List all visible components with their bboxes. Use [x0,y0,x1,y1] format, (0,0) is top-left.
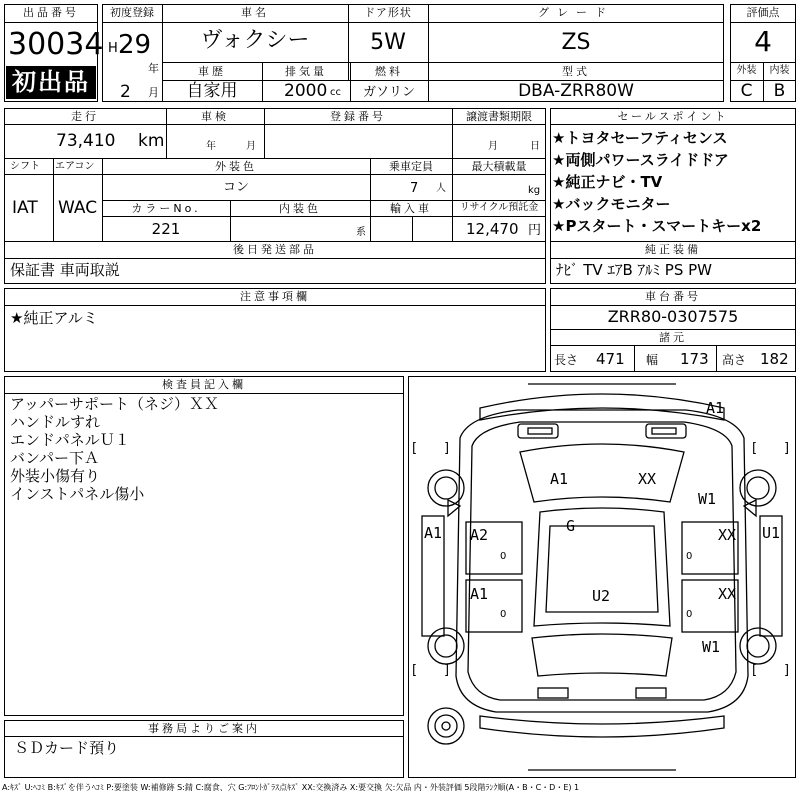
load-label: 最大積載量 [471,160,527,173]
transfer-day-unit: 日 [530,141,540,152]
later-parts-label: 後日発送部品 [233,243,317,256]
import-label: 輸入車 [390,202,432,215]
exterior-label: 外装 [736,65,757,76]
width-label: 幅 [646,353,659,367]
interior-grade: B [773,81,786,101]
notes: ★純正アルミ [10,309,98,327]
lot-number: 30034 [8,27,104,62]
damage-mark: A1 [550,470,569,488]
office-label: 事務局よりご案内 [148,722,260,735]
zero-mark: 0 [500,609,507,620]
zero-mark: 0 [500,551,507,562]
legend: A:ｷｽﾞ U:ﾍｺﾐ B:ｷｽﾞを伴うﾍｺﾐ P:要塗装 W:補修跡 S:錆 C:腐食、穴 G:ﾌﾛﾝﾄｶﾞﾗｽ点ｷｽﾞ XX:交換済み X:要交換 欠:欠品 内・外装評価 5段階ﾗﾝｸ順(A・B・C・D・E) 1 [2,783,580,792]
zero-mark: 0 [686,551,693,562]
chassis-number: ZRR80-0307575 [607,307,739,326]
zero-mark: 0 [686,609,693,620]
inspector-line: バンパー下Ａ [10,449,99,467]
ac: WAC [58,198,98,218]
mileage-unit: km [138,131,165,151]
dims-label: 諸元 [659,331,687,344]
damage-mark: A1 [706,399,725,417]
notes-label: 注意事項欄 [240,290,310,303]
inspector-line: 外装小傷有り [10,467,101,485]
inspection-month-unit: 月 [246,141,256,152]
recycle-fee: 12,470 [466,220,519,238]
damage-mark: XX [638,470,657,488]
damage-mark: W1 [702,638,721,656]
first-reg-label: 初度登録 [110,6,154,19]
grade-label: グレード [538,6,614,19]
fuel-label: 燃料 [375,65,403,78]
sales-points-label: セールスポイント [617,110,729,123]
equipment-label: 純正装備 [645,243,701,256]
length-label: 長さ [554,353,579,367]
color-no: 221 [151,220,181,238]
car-diagram [408,376,796,778]
mileage: 73,410 [56,131,116,151]
damage-mark: W1 [698,490,717,508]
color-no-label: カラーNo. [131,202,201,215]
reg-no-label: 登録番号 [330,110,386,123]
inspector-label: 検査員記入欄 [162,378,246,391]
sales-point-item: ★純正ナビ・TV [552,173,663,191]
shift-label: シフト [10,161,40,172]
displacement: 2000 [284,81,328,101]
history: 自家用 [186,81,238,101]
inspector-line: エンドパネルＵ１ [10,431,130,449]
car-name-label: 車名 [241,6,269,19]
bracket: [ [752,441,758,456]
damage-mark: G [566,517,576,535]
reg-year: 29 [118,30,152,60]
sales-point-item: ★Pスタート・スマートキーx2 [552,217,762,235]
inspection-label: 車検 [201,110,229,123]
history-label: 車歴 [198,65,226,78]
first-listing-text: 初出品 [12,68,90,96]
bracket: ] [444,441,450,456]
transfer-label: 譲渡書類期限 [466,110,532,123]
model-code: DBA-ZRR80W [518,81,634,101]
lot-no-label: 出品番号 [23,6,79,19]
length: 471 [596,350,625,368]
displacement-unit: cc [330,87,341,98]
era: H [108,41,118,56]
height-label: 高さ [722,353,747,367]
grade: ZS [561,30,591,55]
bracket: [ [752,663,758,678]
bracket: ] [444,663,450,678]
reg-year-unit: 年 [148,62,159,75]
damage-mark: XX [718,585,737,603]
bracket: ] [784,663,790,678]
damage-mark: XX [718,526,737,544]
door-label: ドア形状 [364,6,412,19]
damage-mark: A1 [424,524,443,542]
exterior-grade: C [740,81,753,101]
office-note: ＳＤカード預り [14,739,120,757]
inspector-line: インストパネル傷小 [10,485,145,503]
door-type: 5W [370,30,406,55]
int-color-label: 内装色 [279,202,321,215]
sales-point-item: ★両側パワースライドドア [552,151,729,169]
car-name: ヴォクシー [200,28,310,53]
recycle-unit: 円 [528,223,542,238]
equipment: ﾅﾋﾞ TV ｴｱB ｱﾙﾐ PS PW [556,261,712,279]
damage-mark: U2 [592,587,611,605]
damage-mark: U1 [762,524,781,542]
capacity-label: 乗車定員 [389,160,433,173]
inspector-line: ハンドルすれ [10,413,101,431]
recycle-label: リサイクル預託金 [459,202,539,213]
inspection-year-unit: 年 [206,141,216,152]
interior-label: 内装 [769,65,790,76]
bracket: [ [412,663,418,678]
reg-month-unit: 月 [148,86,159,99]
mileage-label: 走行 [71,110,99,123]
damage-mark: A2 [470,526,489,544]
height: 182 [760,350,789,368]
sales-point-item: ★トヨタセーフティセンス [552,129,728,147]
bracket: ] [784,441,790,456]
capacity-unit: 人 [436,183,446,194]
displacement-label: 排気量 [285,65,327,78]
color-label: 外装色 [215,160,257,173]
width: 173 [680,350,709,368]
score: 4 [754,25,772,58]
chassis-label: 車台番号 [645,290,701,303]
sales-point-item: ★バックモニター [552,195,671,213]
transfer-month-unit: 月 [488,141,498,152]
later-parts: 保証書 車両取説 [10,261,120,279]
model-label: 型式 [562,65,590,78]
capacity: 7 [410,181,419,196]
fuel: ガソリン [362,85,415,100]
shift: IAT [12,198,38,218]
damage-mark: A1 [470,585,489,603]
inspector-line: アッパーサポート（ネジ）ＸＸ [10,395,219,413]
bracket: [ [412,441,418,456]
exterior-color: コン [222,180,249,195]
load-unit: kg [528,185,541,196]
score-label: 評価点 [746,6,780,19]
ac-label: エアコン [55,161,95,172]
reg-month: 2 [120,82,131,102]
int-color-unit: 系 [356,227,366,238]
